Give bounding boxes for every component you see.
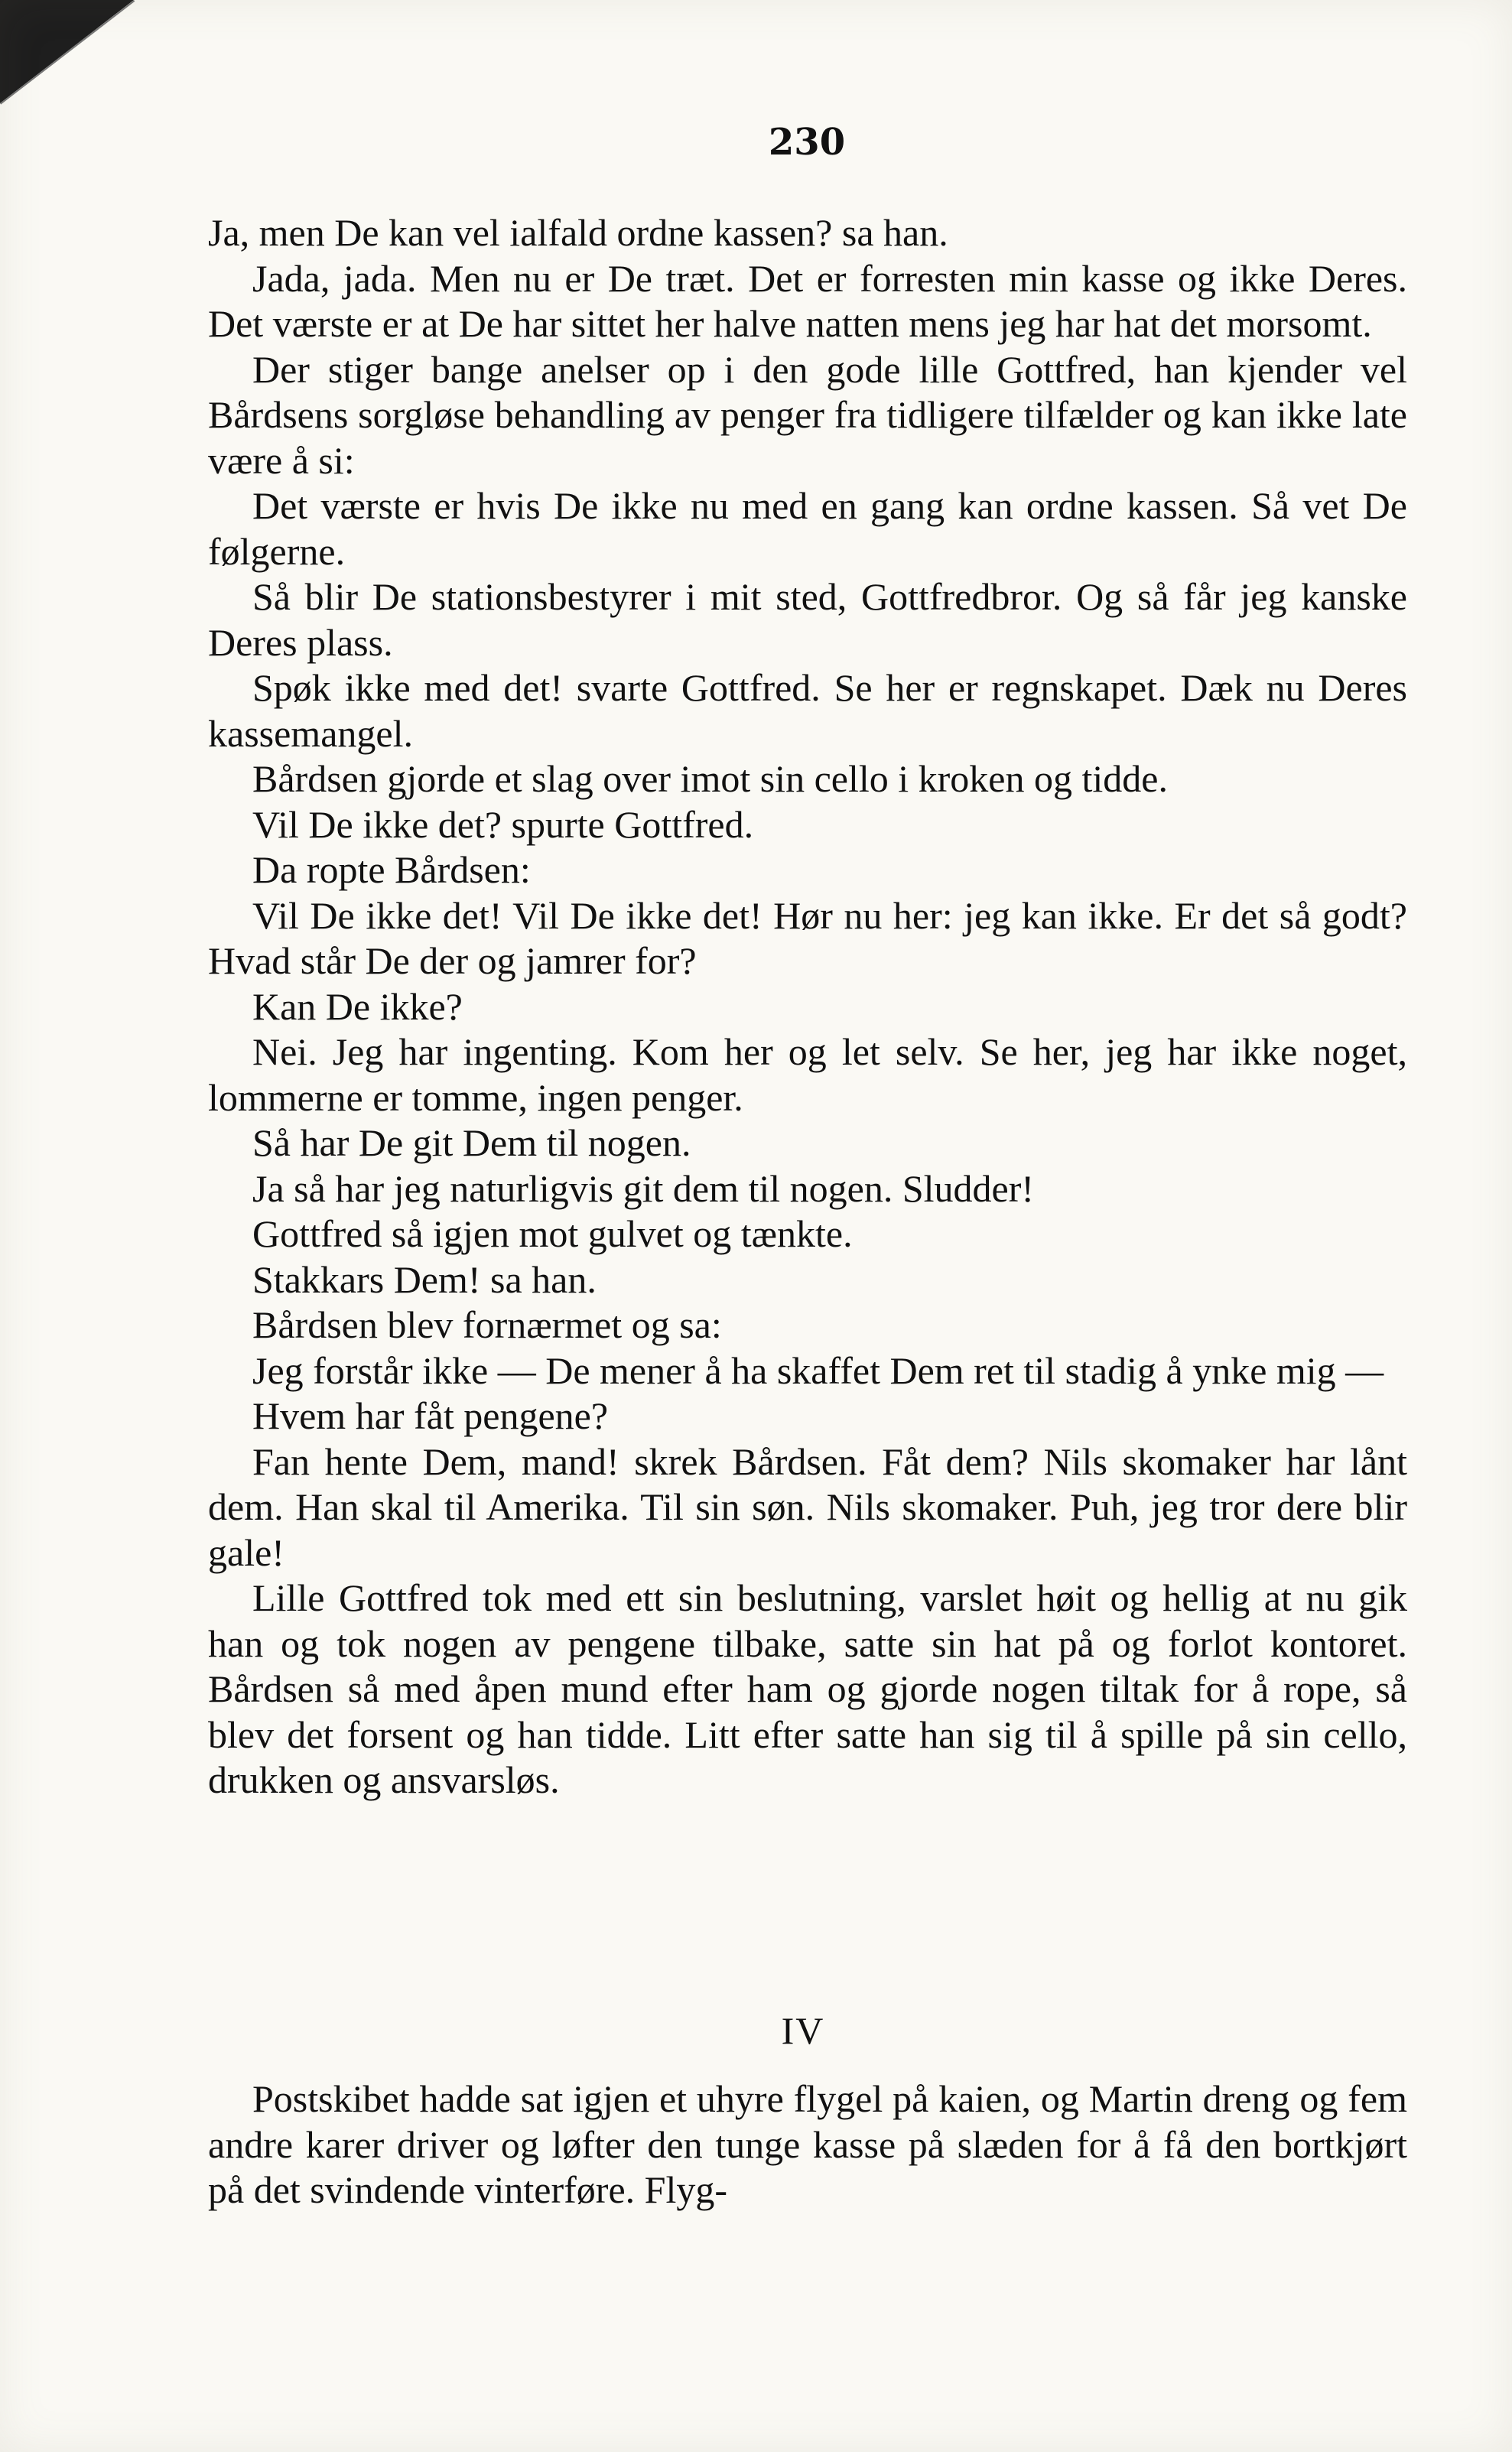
- paragraph: Da ropte Bårdsen:: [252, 848, 531, 891]
- paragraph: Hvem har fåt pengene?: [252, 1394, 609, 1437]
- paragraph: Ja så har jeg naturligvis git dem til nogen. Sludder!: [252, 1166, 1035, 1210]
- paragraph: Gottfred så igjen mot gulvet og tænkte.: [252, 1212, 853, 1255]
- paragraph: Det værste er hvis De ikke nu med en gang kan ordne kassen. Så vet De følgerne.: [208, 484, 1407, 573]
- paragraph: Så blir De stationsbestyrer i mit sted, Gottfredbror. Og så får jeg kanske Deres plass.: [208, 575, 1407, 664]
- paragraph: Lille Gottfred tok med ett sin beslutning, varslet høit og hellig at nu gik han og tok nogen av pengene tilbake, satte sin hat på og forlot kontoret. Bårdsen så med åpen mund efter ham og gjorde nogen tiltak for å rope, så blev det forsent og han tidde. Litt efter satte han sig til å spille på sin cello, drukken og ansvarsløs.: [208, 1576, 1407, 1801]
- paragraph: Vil De ikke det! Vil De ikke det! Hør nu her: jeg kan ikke. Er det så godt? Hvad står De der og jamrer for?: [208, 893, 1407, 982]
- paragraph: Jeg forstår ikke — De mener å ha skaffet Dem ret til stadig å ynke mig —: [252, 1348, 1384, 1392]
- paragraph: Jada, jada. Men nu er De træt. Det er forresten min kasse og ikke Deres. Det værste er at De har sittet her halve natten mens jeg har hat det morsomt.: [208, 256, 1407, 345]
- paragraph: Spøk ikke med det! svarte Gottfred. Se her er regnskapet. Dæk nu Deres kassemangel.: [208, 666, 1407, 755]
- paragraph: Postskibet hadde sat igjen et uhyre flygel på kaien, og Martin dreng og fem andre karer driver og løfter den tunge kasse på slæden for å få den bortkjørt på det svindende vinterføre. Flyg-: [208, 2077, 1407, 2211]
- paragraph: Ja, men De kan vel ialfald ordne kassen? sa han.: [208, 211, 948, 254]
- paragraph: Bårdsen gjorde et slag over imot sin cello i kroken og tidde.: [252, 757, 1168, 800]
- paragraph: Vil De ikke det? spurte Gottfred.: [252, 802, 754, 846]
- body-text: [208, 210, 1407, 1803]
- paragraph: Kan De ikke?: [252, 984, 463, 1028]
- paragraph: Så har De git Dem til nogen.: [252, 1121, 691, 1164]
- section-heading: IV: [781, 2009, 825, 2052]
- section-body-text: [208, 2076, 1407, 2213]
- paragraph: Fan hente Dem, mand! skrek Bårdsen. Fåt dem? Nils skomaker har lånt dem. Han skal til Amerika. Til sin søn. Nils skomaker. Puh, jeg tror dere blir gale!: [208, 1439, 1407, 1574]
- paragraph: Stakkars Dem! sa han.: [252, 1257, 597, 1301]
- paragraph: Der stiger bange anelser op i den gode lille Gottfred, han kjender vel Bårdsens sorgløse behandling av penger fra tidligere tilfælder og kan ikke late være å si:: [208, 347, 1407, 482]
- paragraph: Bårdsen blev fornærmet og sa:: [252, 1303, 722, 1346]
- page-number: 230: [768, 121, 846, 164]
- paragraph: Nei. Jeg har ingenting. Kom her og let selv. Se her, jeg har ikke noget, lommerne er tomme, ingen penger.: [208, 1030, 1407, 1119]
